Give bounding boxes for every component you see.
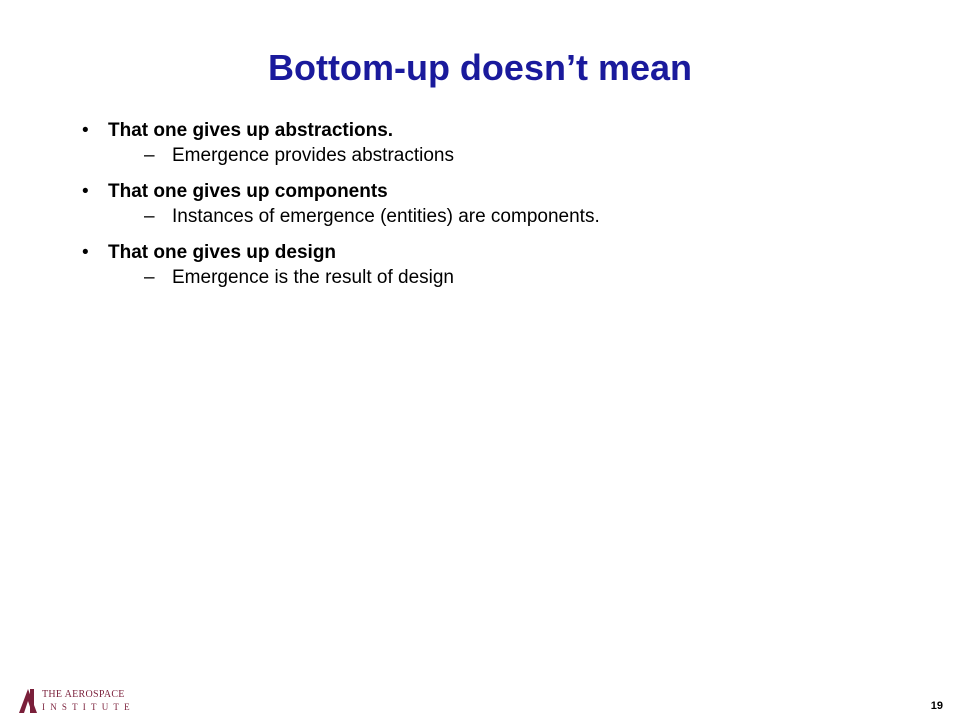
logo-wordmark bbox=[42, 689, 135, 713]
bullet-item bbox=[82, 240, 922, 265]
sub-bullet-item bbox=[82, 204, 922, 229]
logo-line2: INSTITUTE bbox=[42, 702, 135, 712]
bullet-group bbox=[82, 179, 922, 229]
bullet-group bbox=[82, 118, 922, 168]
bullet-text: That one gives up components bbox=[108, 181, 388, 202]
sub-bullet-text: Emergence is the result of design bbox=[172, 267, 454, 288]
bullet-text: That one gives up design bbox=[108, 242, 337, 263]
bullet-dot-icon: • bbox=[82, 181, 89, 202]
page-number: 19 bbox=[930, 700, 943, 712]
sub-bullet-text: Emergence provides abstractions bbox=[172, 145, 454, 166]
bullet-list bbox=[82, 118, 922, 301]
bullet-item bbox=[82, 179, 922, 204]
dash-icon: – bbox=[144, 206, 155, 227]
sub-bullet-item bbox=[82, 143, 922, 168]
dash-icon: – bbox=[144, 145, 155, 166]
aerospace-a-logo-icon bbox=[18, 688, 38, 714]
bullet-dot-icon: • bbox=[82, 242, 89, 263]
bullet-group bbox=[82, 240, 922, 290]
slide-title: Bottom-up doesn’t mean bbox=[268, 47, 692, 88]
logo-line1: THE AEROSPACE bbox=[42, 689, 125, 700]
sub-bullet-item bbox=[82, 265, 922, 290]
dash-icon: – bbox=[144, 267, 155, 288]
bullet-item bbox=[82, 118, 922, 143]
aerospace-institute-logo bbox=[18, 688, 135, 714]
sub-bullet-text: Instances of emergence (entities) are components. bbox=[172, 206, 600, 227]
bullet-text: That one gives up abstractions. bbox=[108, 120, 394, 141]
bullet-dot-icon: • bbox=[82, 120, 89, 141]
